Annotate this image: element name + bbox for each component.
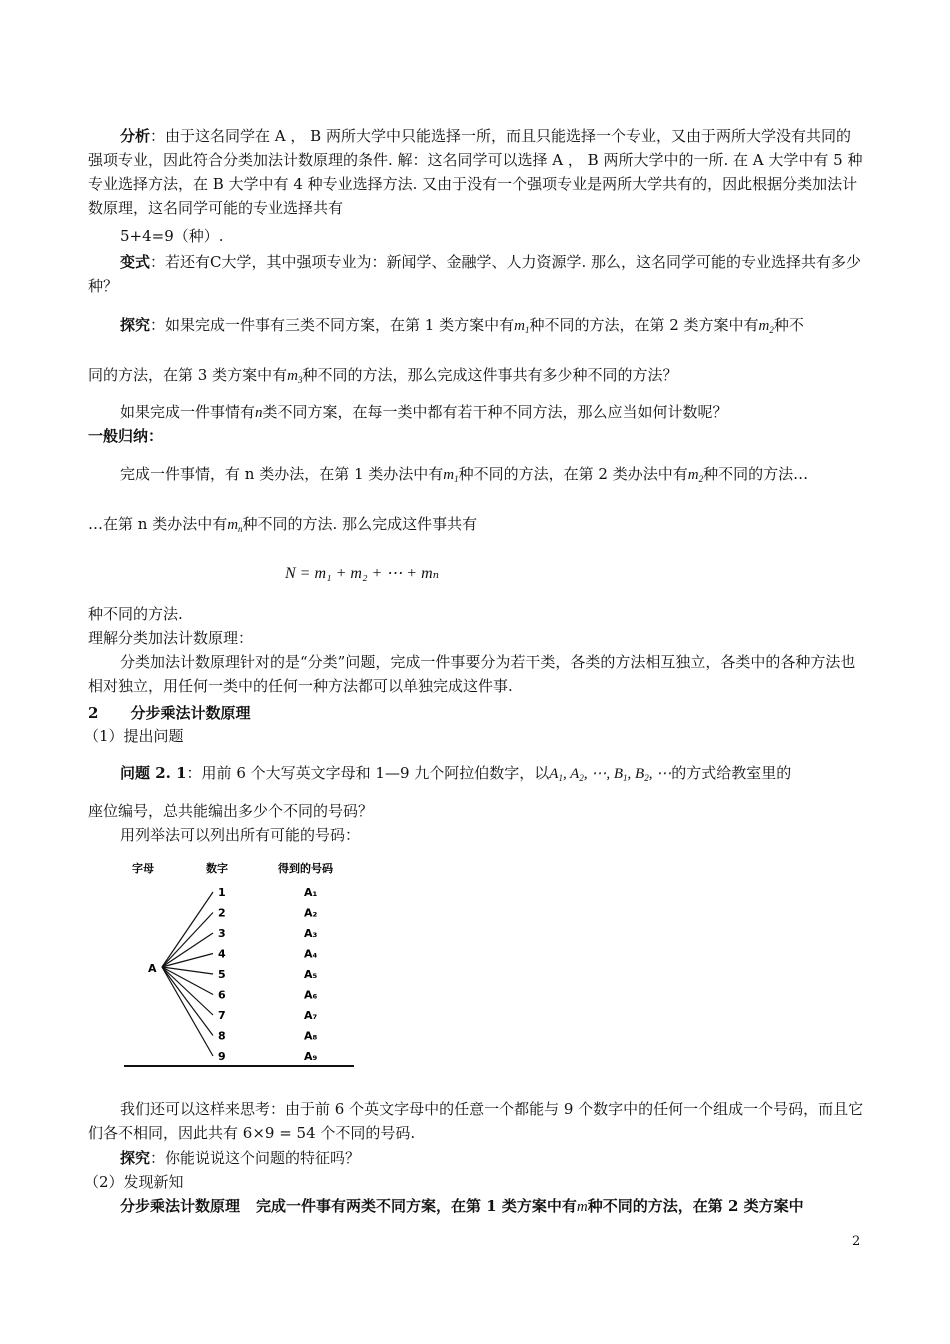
math-m2: $m_2$: [758, 318, 774, 335]
explore2-paragraph: [88, 400, 864, 425]
variant-label: 变式: [120, 253, 151, 271]
page-number: 2: [852, 1234, 861, 1249]
tree-branch-line: [162, 967, 213, 1036]
general-text-c: 种不同的方法…: [703, 465, 809, 483]
tree-root: A: [148, 962, 157, 975]
thinking-text: 我们还可以这样来思考：由于前 6 个英文字母中的任意一个都能与 9 个数字中的任何一个组成一个号码，而且它们各不相同，因此共有 6×9 = 54 个不同的号码.: [88, 1100, 864, 1142]
discover-title: 分步乘法计数原理: [120, 1197, 241, 1215]
tree-code: A₂: [304, 906, 318, 920]
understand-title: 理解分类加法计数原理：: [88, 629, 254, 647]
sum-formula: N = m₁ + m₂ + ⋯ + mₙ: [285, 565, 440, 582]
problem-line2: 座位编号，总共能编出多少个不同的号码？: [88, 802, 374, 820]
explore3-paragraph: [88, 1146, 864, 1170]
math-m1: $m_1$: [514, 318, 530, 335]
tree-digit: 3: [218, 927, 226, 940]
problem-enumerate: 用列举法可以列出所有可能的号码：: [120, 826, 361, 844]
explore1-label: 探究: [120, 316, 151, 334]
discover-paragraph: [88, 1194, 864, 1219]
discover-sub2: （2）发现新知: [84, 1173, 184, 1191]
tree-diagram: [118, 852, 358, 1072]
problem-text-b: 的方式给教室里的: [671, 764, 792, 782]
math-n: n: [255, 405, 263, 421]
general-line1: [88, 462, 864, 487]
tree-code: A₆: [304, 988, 318, 1002]
tree-digit: 6: [218, 988, 226, 1002]
tree-digit: 1: [218, 886, 226, 899]
tree-header-code: 得到的号码: [278, 862, 333, 875]
tree-digit: 7: [218, 1009, 226, 1022]
problem-line1: [88, 761, 864, 786]
explore3-label: 探究: [120, 1149, 151, 1167]
general-text-b: 种不同的方法，在第 2 类办法中有: [458, 465, 688, 483]
general-text-e: 种不同的方法. 那么完成这件事共有: [242, 515, 478, 533]
section2-title: 分步乘法计数原理: [130, 704, 251, 722]
tree-code: A₉: [304, 1050, 318, 1063]
discover-text-b: 种不同的方法，在第 2 类方案中: [587, 1197, 804, 1215]
analysis-result: 5+4=9（种）.: [120, 227, 224, 245]
tree-code: A₁: [304, 886, 318, 899]
general-label: 一般归纳：: [88, 427, 164, 445]
discover-text-a: 完成一件事有两类不同方案，在第 1 类方案中有: [256, 1197, 577, 1215]
explore1-text-b: 种不同的方法，在第 2 类方案中有: [529, 316, 759, 334]
tree-code: A₃: [304, 927, 318, 940]
tree-digit: 9: [218, 1050, 226, 1063]
understand-text: 分类加法计数原理针对的是“分类”问题，完成一件事要分为若干类，各类的方法相互独立，各类中的各种方法也相对独立，用任何一类中的任何一种方法都可以单独完成这件事.: [88, 653, 856, 695]
problem-text-a: ：用前 6 个大写英文字母和 1—9 九个阿拉伯数字，以: [186, 764, 550, 782]
variant-text: ：若还有C大学，其中强项专业为：新闻学、金融学、人力资源学. 那么，这名同学可能的专业选择共有多少种？: [88, 253, 862, 295]
explore1-text-c: 种不: [773, 316, 804, 334]
explore1-text-e: 种不同的方法，那么完成这件事共有多少种不同的方法？: [302, 366, 678, 384]
section2-heading: [88, 701, 864, 725]
tree-code: A₅: [304, 968, 318, 981]
general-after: 种不同的方法.: [88, 605, 183, 623]
section2-sub1: （1）提出问题: [84, 727, 184, 745]
tree-code: A₄: [304, 947, 318, 961]
tree-digit: 8: [218, 1029, 226, 1043]
explore2-text-b: 类不同方案，在每一类中都有若干种不同方法，那么应当如何计数呢？: [262, 403, 728, 421]
tree-branches: [162, 886, 318, 1063]
explore1-text-d: 同的方法，在第 3 类方案中有: [88, 366, 288, 384]
tree-digit: 5: [218, 968, 226, 981]
explore1-line2: [88, 363, 864, 388]
analysis-text: ：由于这名同学在 A ， B 两所大学中只能选择一所，而且只能选择一个专业，又由于两所大学没有共同的强项专业，因此符合分类加法计数原理的条件. 解：这名同学可以选择 A ， B 两所大学中的一所. 在 A 大学中有 5 种专业选择方法，在 B 大学中有 4 种专业选择方法. 又由于没有一个强项专业是两所大学共有的，因此根据分类加法计数原理，这名同学可能的专业选择共有: [88, 127, 863, 217]
math-m2b: $m_2$: [687, 467, 704, 484]
math-mn: $m_n$: [227, 517, 243, 534]
section2-number: 2: [88, 704, 99, 722]
general-line2: [88, 512, 864, 537]
tree-branch-line: [162, 913, 213, 968]
explore1-line1: [88, 313, 864, 338]
explore3-text: ：你能说说这个问题的特征吗？: [150, 1149, 361, 1167]
analysis-paragraph: [88, 124, 864, 220]
analysis-label: 分析: [120, 127, 151, 145]
tree-header-digit: 数字: [206, 862, 228, 875]
tree-header-letter: 字母: [132, 862, 154, 875]
problem-label: 问题 2. 1: [120, 764, 187, 782]
general-text-d: …在第 n 类办法中有: [88, 515, 228, 533]
math-m: m: [576, 1199, 588, 1215]
tree-code: A₈: [304, 1029, 318, 1043]
math-m1b: $m_1$: [443, 467, 459, 484]
tree-digit: 4: [218, 947, 226, 961]
tree-digit: 2: [218, 906, 226, 920]
explore2-text-a: 如果完成一件事情有: [120, 403, 256, 421]
explore1-text-a: ：如果完成一件事有三类不同方案，在第 1 类方案中有: [150, 316, 515, 334]
tree-branch-line: [162, 933, 213, 967]
variant-paragraph: [88, 250, 864, 298]
math-codes: $A_1$, $A_2$, ⋯, $B_1$, $B_2$, ⋯: [549, 766, 672, 783]
tree-code: A₇: [304, 1009, 318, 1022]
math-m3: $m_3$: [287, 368, 303, 385]
general-text-a: 完成一件事情，有 n 类办法，在第 1 类办法中有: [120, 465, 444, 483]
